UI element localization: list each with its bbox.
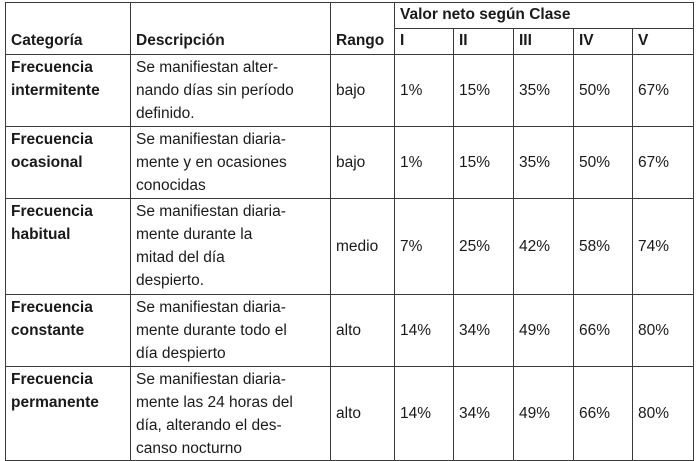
description-line: Se manifiestan diaria-	[136, 371, 286, 388]
category-line: permanente	[11, 394, 99, 411]
table-row	[6, 55, 694, 127]
description-line: conocidas	[136, 177, 206, 194]
header-class-i: I	[395, 29, 454, 55]
table-row	[6, 127, 694, 199]
value-class-v-cell: 80%	[633, 367, 694, 461]
category-cell	[6, 295, 131, 367]
header-class-v: V	[633, 29, 694, 55]
description-line: mente y en ocasiones	[136, 154, 287, 171]
description-line: canso nocturno	[136, 440, 242, 457]
table-row	[6, 295, 694, 367]
header-rango: Rango	[331, 3, 395, 55]
value-class-i-cell: 1%	[395, 55, 454, 127]
description-line: nando días sin período	[136, 82, 294, 99]
category-line: Frecuencia	[11, 131, 93, 148]
value-class-iii-cell: 49%	[514, 295, 574, 367]
description-line: mente durante la	[136, 226, 253, 243]
header-descripcion: Descripción	[131, 3, 331, 55]
rango-cell: bajo	[331, 127, 395, 199]
value-class-iv-cell: 66%	[574, 295, 633, 367]
value-class-ii-cell: 34%	[454, 367, 514, 461]
category-cell	[6, 55, 131, 127]
value-class-i-cell: 1%	[395, 127, 454, 199]
description-line: definido.	[136, 105, 195, 122]
value-class-v-cell: 67%	[633, 55, 694, 127]
value-class-iii-cell: 42%	[514, 199, 574, 295]
category-line: Frecuencia	[11, 203, 93, 220]
category-line: habitual	[11, 226, 71, 243]
category-line: Frecuencia	[11, 371, 93, 388]
value-class-ii-cell: 15%	[454, 55, 514, 127]
header-class-iv: IV	[574, 29, 633, 55]
value-class-v-cell: 67%	[633, 127, 694, 199]
category-cell	[6, 127, 131, 199]
category-line: ocasional	[11, 154, 83, 171]
rango-cell: alto	[331, 295, 395, 367]
value-class-iv-cell: 50%	[574, 55, 633, 127]
value-class-i-cell: 14%	[395, 295, 454, 367]
description-line: Se manifiestan diaria-	[136, 203, 286, 220]
header-valor-neto: Valor neto según Clase	[395, 3, 694, 29]
value-class-i-cell: 7%	[395, 199, 454, 295]
description-line: mente durante todo el	[136, 322, 287, 339]
description-cell	[131, 55, 331, 127]
value-class-ii-cell: 15%	[454, 127, 514, 199]
rango-cell: medio	[331, 199, 395, 295]
description-line: Se manifiestan diaria-	[136, 299, 286, 316]
value-class-iii-cell: 49%	[514, 367, 574, 461]
category-cell	[6, 367, 131, 461]
description-line: día despierto	[136, 345, 226, 362]
description-line: mitad del día	[136, 249, 225, 266]
value-class-iii-cell: 35%	[514, 55, 574, 127]
value-class-i-cell: 14%	[395, 367, 454, 461]
description-cell	[131, 199, 331, 295]
description-cell	[131, 127, 331, 199]
category-line: Frecuencia	[11, 299, 93, 316]
value-class-iv-cell: 58%	[574, 199, 633, 295]
category-line: Frecuencia	[11, 59, 93, 76]
table-row	[6, 199, 694, 295]
value-class-iii-cell: 35%	[514, 127, 574, 199]
description-cell	[131, 367, 331, 461]
header-row	[6, 3, 694, 29]
header-categoria: Categoría	[6, 3, 131, 55]
value-class-v-cell: 80%	[633, 295, 694, 367]
table-row	[6, 367, 694, 461]
value-class-ii-cell: 25%	[454, 199, 514, 295]
value-class-v-cell: 74%	[633, 199, 694, 295]
category-cell	[6, 199, 131, 295]
description-cell	[131, 295, 331, 367]
value-class-ii-cell: 34%	[454, 295, 514, 367]
description-line: día, alterando el des-	[136, 417, 282, 434]
table-body	[6, 55, 694, 461]
description-line: Se manifiestan diaria-	[136, 131, 286, 148]
category-line: constante	[11, 322, 85, 339]
value-class-iv-cell: 50%	[574, 127, 633, 199]
header-class-iii: III	[514, 29, 574, 55]
description-line: mente las 24 horas del	[136, 394, 293, 411]
description-line: despierto.	[136, 272, 205, 289]
rango-cell: alto	[331, 367, 395, 461]
frequency-table	[5, 2, 694, 461]
value-class-iv-cell: 66%	[574, 367, 633, 461]
description-line: Se manifiestan alter-	[136, 59, 279, 76]
category-line: intermitente	[11, 82, 100, 99]
rango-cell: bajo	[331, 55, 395, 127]
header-class-ii: II	[454, 29, 514, 55]
